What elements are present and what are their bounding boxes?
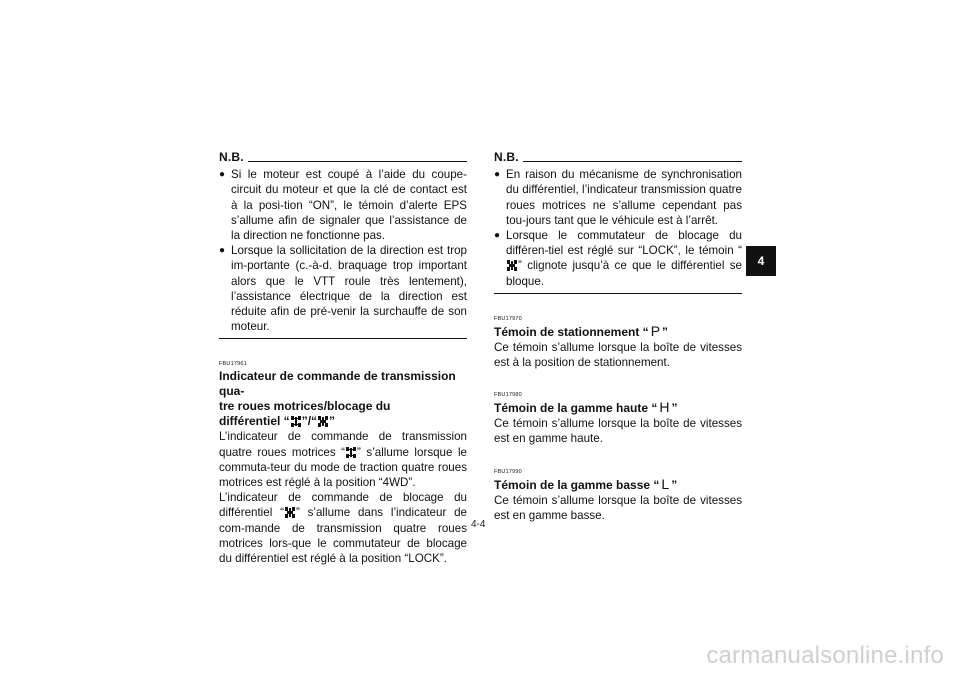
section-title-text: Témoin de stationnement “: [494, 324, 649, 339]
note-item: [219, 167, 467, 243]
section-paragraph: Ce témoin s’allume lorsque la boîte de vitesses est en gamme basse.: [494, 493, 742, 522]
differential-lock-icon: [285, 507, 295, 518]
note-end-rule: [494, 293, 742, 294]
note-item: [494, 228, 742, 289]
note-item-text: Si le moteur est coupé à l’aide du coupe-circuit du moteur et que la clé de contact est à la posi-tion “ON”, le témoin d’alerte EPS s’allume afin de signaler que l’assistance de la direction ne fonctionne pas.: [231, 168, 467, 243]
paragraph-text: L’indicateur de commande de transmission quatre roues motrices “: [219, 430, 467, 459]
section-paragraph: Ce témoin s’allume lorsque la boîte de vitesses est en gamme haute.: [494, 417, 742, 446]
paragraph-text: ” s’allume dans l’indicateur de com-mande de transmission quatre roues motrices lors-que le commutateur de blocage du différentiel est réglé à la position “LOCK”.: [219, 506, 467, 566]
bullet-icon: ●: [494, 169, 501, 181]
section-title-suffix: ”: [671, 401, 678, 416]
bullet-icon: ●: [219, 245, 226, 257]
chapter-tab: 4: [746, 246, 776, 276]
section-paragraph: Ce témoin s’allume lorsque la boîte de vitesses est à la position de stationnement.: [494, 340, 742, 370]
four-wheel-drive-icon: [346, 447, 356, 458]
section-title-text: Témoin de la gamme haute “: [494, 401, 658, 416]
differential-lock-icon: [318, 416, 328, 427]
note-end-rule: [219, 338, 467, 339]
left-column: [219, 150, 467, 566]
note-item-text-part: ” clignote jusqu’à ce que le différentiel se bloque.: [506, 259, 742, 288]
note-rule: [248, 161, 467, 162]
paragraph-text: ” s’allume lorsque le commuta-teur du mode de traction quatre roues motrices est réglé à la position “4WD”.: [219, 445, 467, 490]
note-item-text: En raison du mécanisme de synchronisation du différentiel, l’indicateur transmission quatre roues motrices ne s’allume cependant pas tou-jours tant que le véhicule est à l’arrêt.: [506, 168, 742, 227]
note-item: [219, 243, 467, 334]
note-rule: [523, 161, 742, 162]
paragraph-text: L’indicateur de commande de blocage du différentiel “: [219, 491, 467, 520]
bullet-icon: ●: [219, 169, 226, 181]
note-item-text: Lorsque la sollicitation de la direction est trop im-portante (c.-à-d. braquage trop important alors que le VTT roule très lentement), l’assistance électrique de la direction est réduite afin de pré-venir la surchauffe de son moteur.: [231, 244, 467, 334]
note-title: N.B.: [219, 150, 244, 164]
right-column: [494, 150, 742, 523]
section-title: [494, 477, 742, 493]
section-code: FBU17980: [494, 392, 522, 399]
section-title: [494, 400, 742, 416]
note-item-text-part: Lorsque le commutateur de blocage du différen-tiel est réglé sur “LOCK”, le témoin “: [506, 229, 742, 258]
note-title: N.B.: [494, 150, 519, 164]
four-wheel-drive-icon: [291, 416, 301, 427]
bullet-icon: ●: [494, 230, 501, 242]
section-title-suffix: ”: [329, 414, 336, 429]
section-paragraph: [219, 490, 467, 566]
section-paragraph: [219, 429, 467, 490]
section-code: FBU17990: [494, 468, 522, 475]
note-item: [494, 167, 742, 228]
note-item-text: [506, 228, 742, 289]
section-title-suffix: ”: [662, 324, 669, 339]
section-title-prefix: différentiel “: [219, 414, 290, 429]
differential-lock-icon: [507, 260, 517, 271]
section-title-line: tre roues motrices/blocage du: [219, 399, 391, 414]
section-title: [494, 324, 742, 340]
section-title-text: Témoin de la gamme basse “: [494, 477, 660, 492]
section-code: FBU17961: [219, 361, 247, 368]
watermark: carmanualsonline.info: [706, 642, 944, 669]
section-code: FBU17970: [494, 315, 522, 322]
low-range-indicator-icon: L: [661, 475, 670, 492]
page-number: 4-4: [471, 519, 486, 530]
parking-indicator-icon: P: [650, 322, 661, 339]
high-range-indicator-icon: H: [659, 399, 670, 416]
section-title-suffix: ”: [671, 477, 678, 492]
section-title-separator: ”/“: [301, 414, 318, 429]
section-title: [219, 369, 467, 429]
note-header: [494, 150, 742, 165]
section-title-line: [219, 414, 467, 429]
note-header: [219, 150, 467, 165]
section-title-line: Indicateur de commande de transmission qua-: [219, 369, 456, 399]
